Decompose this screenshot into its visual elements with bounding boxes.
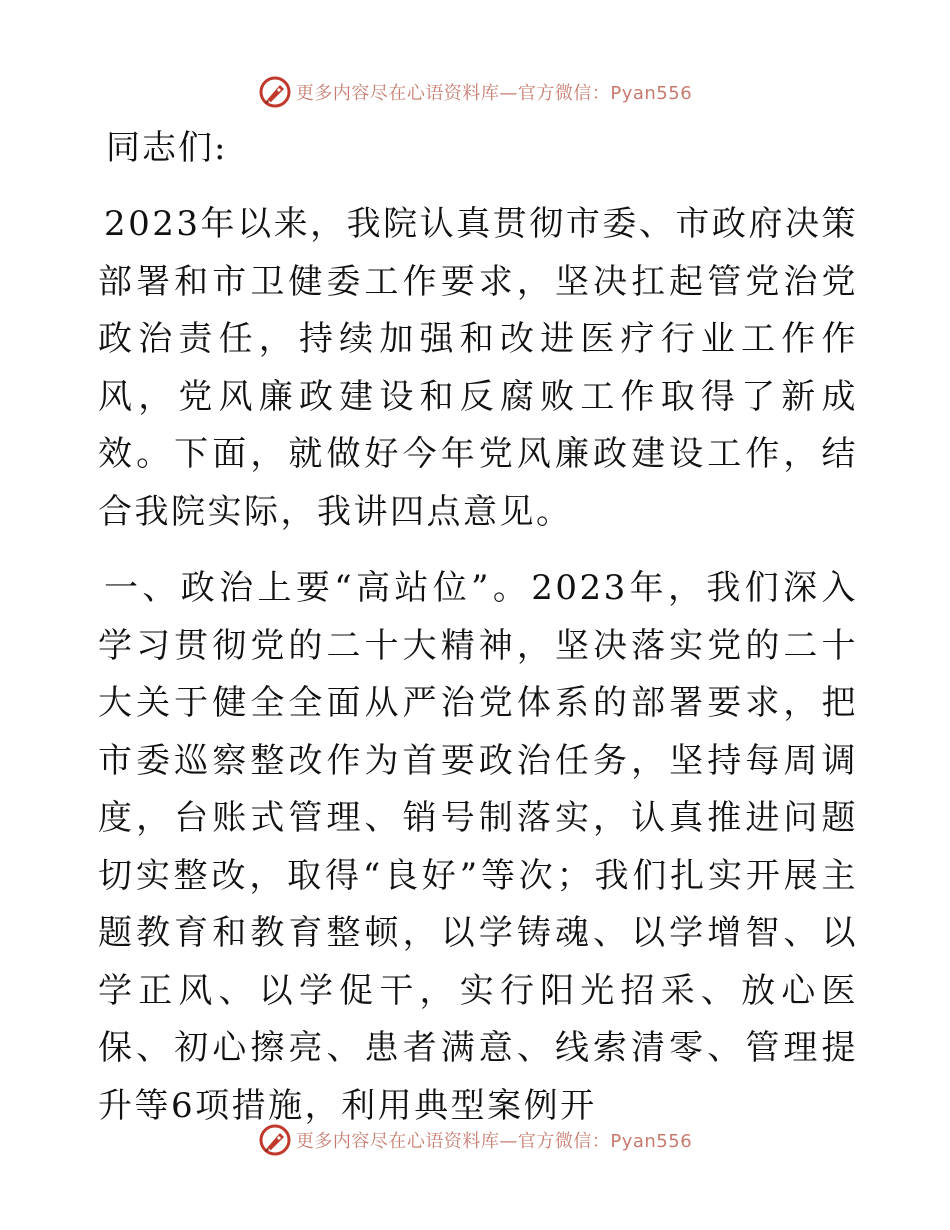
paragraph-intro: 2023年以来，我院认真贯彻市委、市政府决策部署和市卫健委工作要求，坚决扛起管党治党政治责任，持续加强和改进医疗行业工作作风，党风廉政建设和反腐败工作取得了新成效。下面，就做好今年党风廉政建设工作，结合我院实际，我讲四点意见。 [98,204,858,532]
pen-nib-circle-icon [258,1123,292,1157]
pen-nib-circle-icon [258,75,292,109]
salutation: 同志们: [106,128,228,168]
footer-watermark [0,1120,950,1160]
watermark-text: 更多内容尽在心语资料库—官方微信：Pyan556 [295,1131,693,1152]
document-body [98,122,858,1154]
paragraph-section-one: 一、政治上要“高站位”。2023年，我们深入学习贯彻党的二十大精神，坚决落实党的二十大关于健全全面从严治党体系的部署要求，把市委巡察整改作为首要政治任务，坚持每周调度，台账式管理、销号制落实，认真推进问题切实整改，取得“良好”等次；我们扎实开展主题教育和教育整顿，以学铸魂、以学增智、以学正风、以学促干，实行阳光招采、放心医保、初心擦亮、患者满意、线索清零、管理提升等6项措施，利用典型案例开 [98,568,858,1126]
header-watermark [0,72,950,112]
watermark-text: 更多内容尽在心语资料库—官方微信：Pyan556 [295,83,693,104]
